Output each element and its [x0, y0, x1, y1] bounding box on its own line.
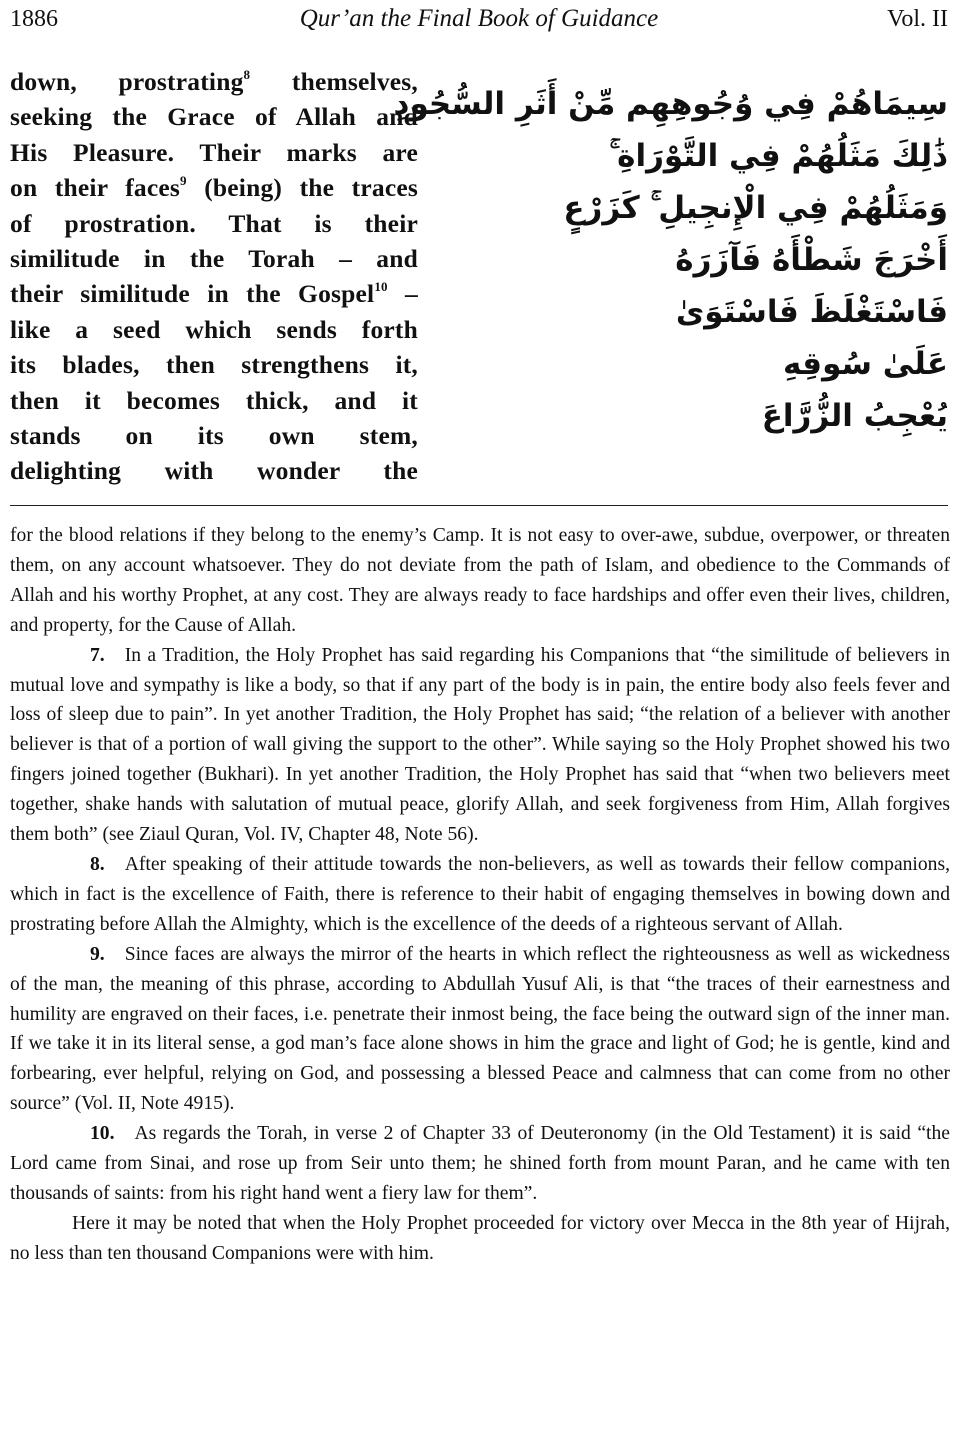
- verse-line: His Pleasure. Their marks are: [10, 137, 418, 167]
- verse-line: then it becomes thick, and it: [10, 385, 418, 415]
- note-text: After speaking of their attitude towards the non-believers, as well as towards their fellow companions, which in fact is the excellence of Faith, there is reference to their habit of engaging themselves in bowing down and prostrating before Allah the Almighty, which is the excellence of the deeds of a righteous servant of Allah.: [10, 853, 950, 935]
- verse-line: its blades, then strengthens it,: [10, 350, 418, 380]
- note-9: [10, 940, 950, 1119]
- footnote-ref-9[interactable]: 9: [180, 173, 187, 189]
- section-divider: [10, 505, 948, 506]
- verse-translation: [10, 64, 418, 489]
- arabic-line: فَاسْتَغْلَظَ فَاسْتَوَىٰ: [675, 294, 948, 330]
- commentary-notes: [10, 521, 950, 1269]
- verse-line: similitude in the Torah – and: [10, 244, 418, 274]
- note-10: [10, 1119, 950, 1209]
- arabic-line: وَمَثَلُهُمْ فِي الْإِنجِيلِ ۚ كَزَرْعٍ: [563, 190, 948, 226]
- footnote-ref-10[interactable]: 10: [374, 279, 388, 295]
- verse-line: delighting with wonder the: [10, 456, 418, 486]
- note-text: As regards the Torah, in verse 2 of Chapter 33 of Deuteronomy (in the Old Testament) it is said “the Lord came from Sinai, and rose up from Seir unto them; he shined forth from mount Paran, and he came with ten thousands of saints: from his right hand went a fiery law for them”.: [10, 1123, 950, 1204]
- note-text: Since faces are always the mirror of the hearts in which reflect the righteousness as well as wickedness of the man, the meaning of this phrase, according to Abdullah Yusuf Ali, is that “the traces of their earnestness and humility are engraved on their faces, i.e. penetrate their inmost being, the face being the outward sign of the inner man. If we take it in its literal sense, a god man’s face alone shows in him the grace and light of God; he is gentle, kind and forbearing, ever helpful, relying on God, and possessing a blessed Peace and calmness that can come from no other source” (Vol. II, Note 4915).: [10, 943, 950, 1115]
- verse-line: of prostration. That is their: [10, 208, 418, 238]
- note-8: [10, 850, 950, 940]
- book-title: Qur’an the Final Book of Guidance: [299, 5, 659, 32]
- note-text: In a Tradition, the Holy Prophet has said regarding his Companions that “the similitude of believers in mutual love and sympathy is like a body, so that if any part of the body is in pain, the entire body also feels fever and loss of sleep due to pain”. In yet another Tradition, the Holy Prophet has said; “the relation of a believer with another believer is that of a portion of wall giving the support to the other”. While saying so the Holy Prophet showed his two fingers joined together (Bukhari). In yet another Tradition, the Holy Prophet has said that “when two believers meet together, shake hands with salutation of mutual peace, glorify Allah, and seek forgiveness from Him, Allah forgives them both” (see Ziaul Quran, Vol. IV, Chapter 48, Note 56).: [10, 644, 950, 846]
- volume-label: Vol. II: [887, 6, 948, 32]
- verse-line: on their faces$^9$ (being) the traces: [10, 173, 418, 203]
- verse-line: their similitude in the Gospel$^{10}$ –: [10, 279, 418, 309]
- note-7: [10, 641, 950, 850]
- note-continuation: for the blood relations if they belong to the enemy’s Camp. It is not easy to over-awe, subdue, overpower, or threaten them, on any account whatsoever. They do not deviate from the path of Islam, and obedience to the Commands of Allah and his worthy Prophet, at any cost. They are always ready to face hardships and offer even their lives, children, and property, for the Cause of Allah.: [10, 525, 950, 636]
- arabic-line: عَلَىٰ سُوقِهِ: [782, 346, 948, 382]
- page-number: 1886: [10, 6, 58, 32]
- note-final-paragraph: Here it may be noted that when the Holy Prophet proceeded for victory over Mecca in the 8th year of Hijrah, no less than ten thousand Companions were with him.: [10, 1212, 950, 1264]
- note-number: 8.: [90, 853, 105, 875]
- verse-arabic: [393, 78, 948, 442]
- verse-line: like a seed which sends forth: [10, 314, 418, 344]
- note-number: 10.: [90, 1123, 115, 1145]
- note-number: 9.: [90, 943, 105, 965]
- arabic-line: ذَٰلِكَ مَثَلُهُمْ فِي التَّوْرَاةِ ۚ: [609, 138, 948, 174]
- arabic-line: سِيمَاهُمْ فِي وُجُوهِهِم مِّنْ أَثَرِ السُّجُودِ: [393, 86, 948, 122]
- verse-line: stands on its own stem,: [10, 421, 418, 451]
- footnote-ref-8[interactable]: 8: [243, 67, 251, 82]
- arabic-line: يُعْجِبُ الزُّرَّاعَ: [761, 398, 948, 434]
- page-header: [10, 2, 948, 36]
- note-number: 7.: [90, 644, 105, 666]
- verse-line: seeking the Grace of Allah and: [10, 102, 418, 132]
- arabic-line: أَخْرَجَ شَطْأَهُ فَآزَرَهُ: [675, 242, 948, 278]
- verse-line: down, prostrating$^8$ themselves,: [10, 67, 418, 96]
